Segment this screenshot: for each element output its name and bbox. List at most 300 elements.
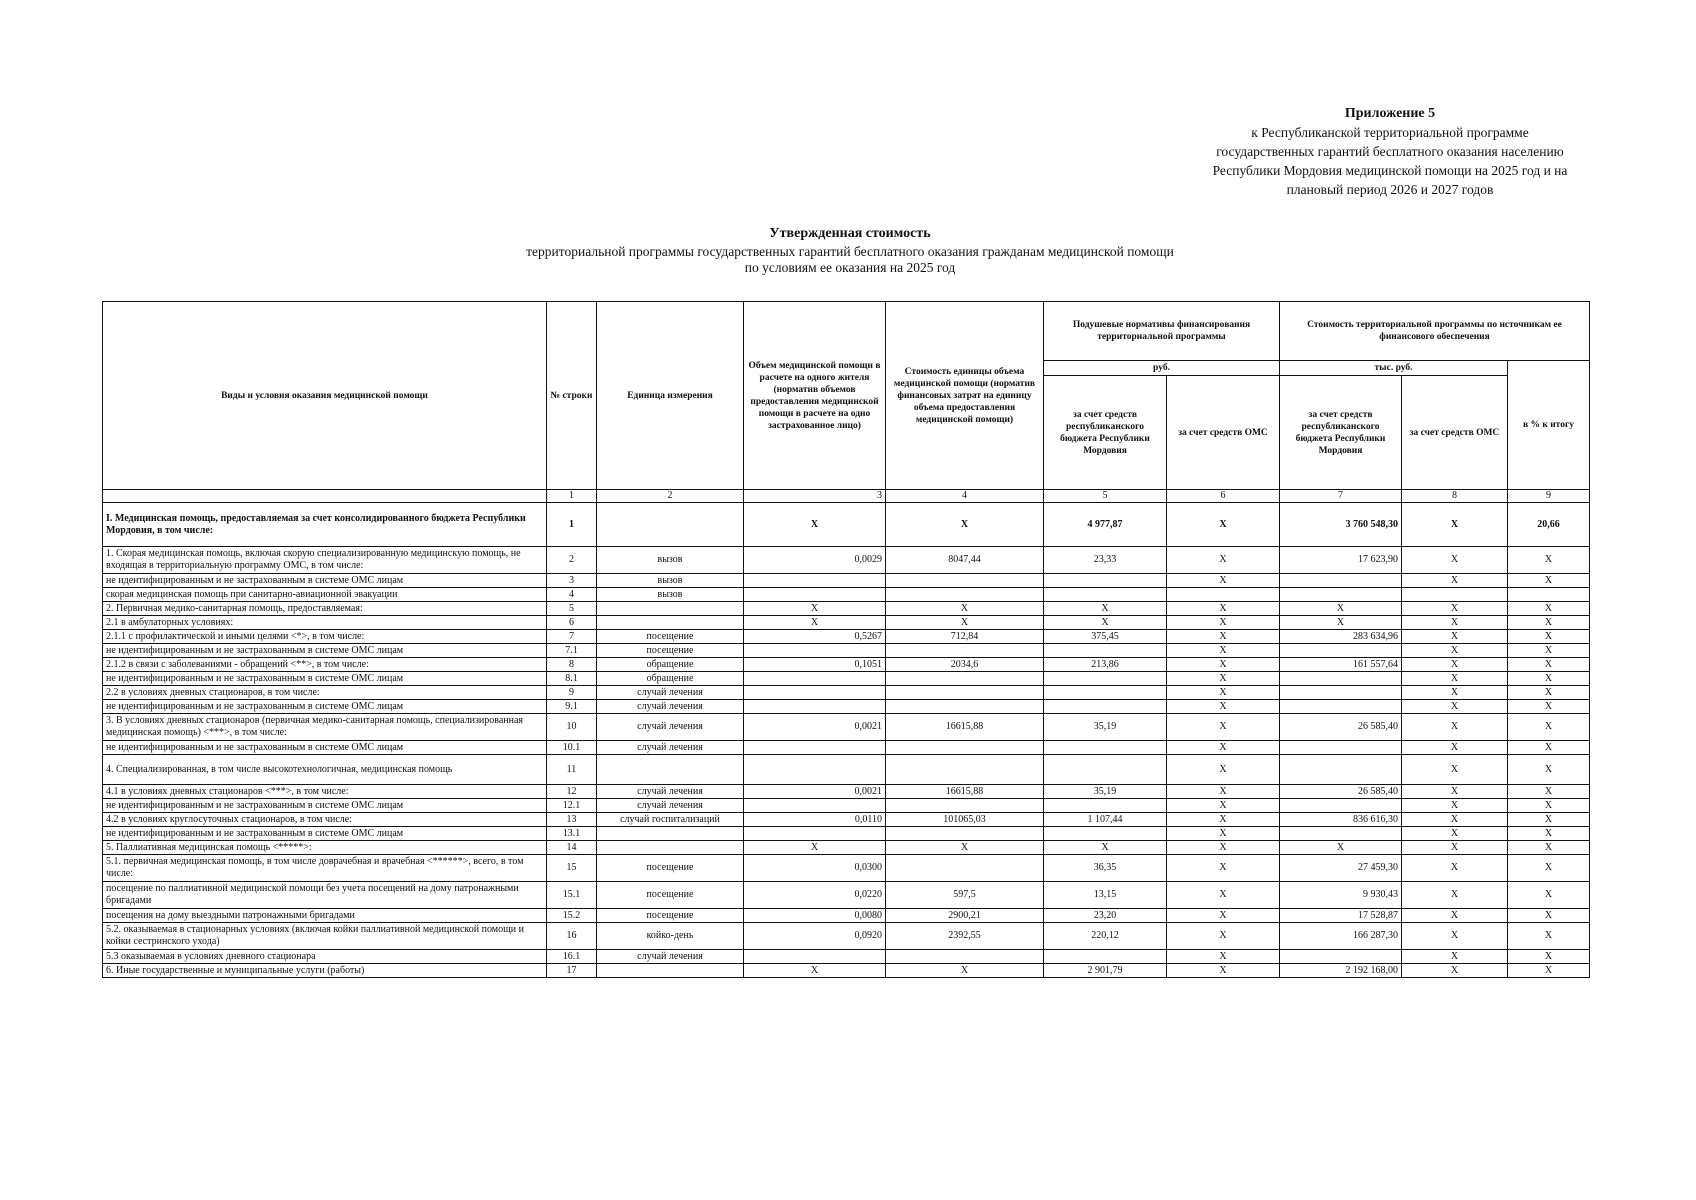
row-cell: X (886, 503, 1044, 547)
row-cell: 9.1 (547, 700, 597, 714)
index-cell: 3 (744, 490, 886, 503)
header-unit: Единица измерения (597, 302, 744, 490)
table-body (103, 490, 1590, 978)
row-cell (1508, 588, 1590, 602)
row-cell: 2 901,79 (1044, 964, 1167, 978)
row-cell: X (1402, 909, 1508, 923)
index-cell: 4 (886, 490, 1044, 503)
table-row (103, 813, 1590, 827)
row-cell: 12 (547, 785, 597, 799)
row-cell: посещение (597, 644, 744, 658)
row-cell: X (1044, 616, 1167, 630)
row-cell: 13 (547, 813, 597, 827)
row-cell: 26 585,40 (1280, 714, 1402, 741)
row-label: не идентифицированным и не застрахованным в системе ОМС лицам (103, 644, 547, 658)
index-cell: 9 (1508, 490, 1590, 503)
row-cell: X (886, 964, 1044, 978)
table-row (103, 741, 1590, 755)
row-cell: 17 528,87 (1280, 909, 1402, 923)
header-oms-rub: за счет средств ОМС (1167, 376, 1280, 490)
row-cell: X (1402, 755, 1508, 785)
appendix-line: Республики Мордовия медицинской помощи на 2025 год и на (1212, 163, 1568, 178)
row-cell: X (744, 964, 886, 978)
row-cell: X (1167, 923, 1280, 950)
row-cell: 2034,6 (886, 658, 1044, 672)
row-label: не идентифицированным и не застрахованным в системе ОМС лицам (103, 574, 547, 588)
row-cell: X (1167, 714, 1280, 741)
table-row (103, 950, 1590, 964)
row-cell (1280, 799, 1402, 813)
row-cell: 4 977,87 (1044, 503, 1167, 547)
row-cell: посещение (597, 909, 744, 923)
row-cell: 101065,03 (886, 813, 1044, 827)
row-cell: X (1508, 855, 1590, 882)
row-cell: X (1402, 700, 1508, 714)
table-row (103, 574, 1590, 588)
table-row (103, 630, 1590, 644)
header-cost-group: Стоимость территориальной программы по источникам ее финансового обеспечения (1280, 302, 1590, 361)
row-cell (744, 574, 886, 588)
row-cell: посещение (597, 630, 744, 644)
row-label: 3. В условиях дневных стационаров (первичная медико-санитарная помощь, специализированная медицинская помощь) <***>, в том числе: (103, 714, 547, 741)
row-label: не идентифицированным и не застрахованным в системе ОМС лицам (103, 741, 547, 755)
row-cell: 23,20 (1044, 909, 1167, 923)
document-title (430, 226, 1270, 276)
row-cell: X (1508, 547, 1590, 574)
row-cell: X (1167, 616, 1280, 630)
row-cell: X (1508, 909, 1590, 923)
row-cell: X (1167, 950, 1280, 964)
row-cell: X (1508, 700, 1590, 714)
row-cell (886, 755, 1044, 785)
header-budget-rub: за счет средств республиканского бюджета Республики Мордовия (1044, 376, 1167, 490)
row-cell: X (1402, 503, 1508, 547)
index-cell: 5 (1044, 490, 1167, 503)
row-cell: 2 (547, 547, 597, 574)
index-cell: 2 (597, 490, 744, 503)
table-row (103, 882, 1590, 909)
row-label: 4.1 в условиях дневных стационаров <***>, в том числе: (103, 785, 547, 799)
row-cell: X (1508, 755, 1590, 785)
row-cell (886, 827, 1044, 841)
row-cell: 0,5267 (744, 630, 886, 644)
row-cell: 10 (547, 714, 597, 741)
row-cell: 13,15 (1044, 882, 1167, 909)
header-unit-rub: руб. (1044, 361, 1280, 376)
row-cell: X (1167, 700, 1280, 714)
row-label: 1. Скорая медицинская помощь, включая скорую специализированную медицинскую помощь, не входящая в территориальную программу ОМС, в том числе: (103, 547, 547, 574)
row-cell: X (1508, 602, 1590, 616)
header-percent: в % к итогу (1508, 361, 1590, 490)
header-row-number: № строки (547, 302, 597, 490)
row-cell (886, 741, 1044, 755)
row-label: посещения на дому выездными патронажными бригадами (103, 909, 547, 923)
row-cell (744, 686, 886, 700)
row-cell: 161 557,64 (1280, 658, 1402, 672)
row-cell (1280, 755, 1402, 785)
row-cell: X (1508, 950, 1590, 964)
row-cell: X (1167, 964, 1280, 978)
row-cell: 8.1 (547, 672, 597, 686)
row-cell: 15.1 (547, 882, 597, 909)
row-cell: 0,0110 (744, 813, 886, 827)
row-cell: X (1167, 503, 1280, 547)
row-cell (1044, 686, 1167, 700)
row-cell: X (1280, 841, 1402, 855)
row-cell: 0,0220 (744, 882, 886, 909)
row-cell: 2392,55 (886, 923, 1044, 950)
row-cell: X (1508, 672, 1590, 686)
row-cell: X (1402, 714, 1508, 741)
row-cell: случай лечения (597, 686, 744, 700)
row-cell: X (1167, 841, 1280, 855)
row-cell: X (1508, 574, 1590, 588)
row-cell: 1 (547, 503, 597, 547)
row-cell: X (744, 602, 886, 616)
row-cell (886, 574, 1044, 588)
row-cell (1402, 588, 1508, 602)
row-label: 2.1.1 с профилактической и иными целями <*>, в том числе: (103, 630, 547, 644)
row-cell: 1 107,44 (1044, 813, 1167, 827)
row-cell: 13.1 (547, 827, 597, 841)
appendix-note (1150, 104, 1630, 199)
row-cell (1044, 741, 1167, 755)
row-cell: X (1402, 616, 1508, 630)
row-cell: 12.1 (547, 799, 597, 813)
row-cell: X (1402, 741, 1508, 755)
table-row (103, 799, 1590, 813)
row-cell: X (1402, 841, 1508, 855)
table-row (103, 855, 1590, 882)
index-cell: 1 (547, 490, 597, 503)
row-cell: X (1402, 799, 1508, 813)
row-cell: случай лечения (597, 741, 744, 755)
row-label: 2.1 в амбулаторных условиях: (103, 616, 547, 630)
row-cell (886, 950, 1044, 964)
table-row (103, 909, 1590, 923)
row-cell (1044, 672, 1167, 686)
row-label: 2. Первичная медико-санитарная помощь, предоставляемая: (103, 602, 547, 616)
row-cell (1280, 686, 1402, 700)
row-label: 2.2 в условиях дневных стационаров, в том числе: (103, 686, 547, 700)
row-cell: X (1167, 855, 1280, 882)
row-cell (597, 964, 744, 978)
row-cell: 16.1 (547, 950, 597, 964)
row-cell: X (1508, 882, 1590, 909)
row-cell: 23,33 (1044, 547, 1167, 574)
row-cell: 597,5 (886, 882, 1044, 909)
row-cell: X (1167, 827, 1280, 841)
row-cell: обращение (597, 672, 744, 686)
row-cell (1280, 672, 1402, 686)
row-label: 5. Паллиативная медицинская помощь <*****>: (103, 841, 547, 855)
row-cell: 3 (547, 574, 597, 588)
row-cell (744, 827, 886, 841)
row-cell: X (1402, 827, 1508, 841)
row-cell (1167, 588, 1280, 602)
header-oms-thousand: за счет средств ОМС (1402, 376, 1508, 490)
row-cell: вызов (597, 588, 744, 602)
row-cell: X (1167, 741, 1280, 755)
row-cell (744, 588, 886, 602)
table-row (103, 588, 1590, 602)
table-row (103, 602, 1590, 616)
row-cell: X (1508, 813, 1590, 827)
row-cell: 27 459,30 (1280, 855, 1402, 882)
row-cell: 2 192 168,00 (1280, 964, 1402, 978)
row-cell: X (1508, 741, 1590, 755)
row-cell: X (1402, 672, 1508, 686)
row-cell: X (886, 602, 1044, 616)
row-cell: X (1167, 658, 1280, 672)
row-cell: 14 (547, 841, 597, 855)
row-cell: 9 (547, 686, 597, 700)
row-cell: 836 616,30 (1280, 813, 1402, 827)
row-cell: 7.1 (547, 644, 597, 658)
row-label: 2.1.2 в связи с заболеваниями - обращений <**>, в том числе: (103, 658, 547, 672)
row-cell: 7 (547, 630, 597, 644)
row-cell: 3 760 548,30 (1280, 503, 1402, 547)
row-cell: 0,1051 (744, 658, 886, 672)
row-cell: X (1508, 827, 1590, 841)
row-cell: X (1280, 602, 1402, 616)
row-cell: X (1508, 630, 1590, 644)
table-row (103, 755, 1590, 785)
row-cell: 220,12 (1044, 923, 1167, 950)
row-label: посещение по паллиативной медицинской помощи без учета посещений на дому патронажными бригадами (103, 882, 547, 909)
table-row (103, 923, 1590, 950)
row-cell: X (1167, 574, 1280, 588)
row-label: 5.2. оказываемая в стационарных условиях (включая койки паллиативной медицинской помощи и койки сестринского ухода) (103, 923, 547, 950)
row-cell: X (1167, 909, 1280, 923)
row-cell (597, 841, 744, 855)
row-cell: X (1402, 686, 1508, 700)
row-cell: X (1402, 574, 1508, 588)
row-cell: X (1167, 686, 1280, 700)
row-cell: 0,0021 (744, 785, 886, 799)
appendix-line: к Республиканской территориальной программе (1251, 125, 1529, 140)
row-cell: 15.2 (547, 909, 597, 923)
appendix-heading: Приложение 5 (1344, 106, 1436, 121)
row-cell (744, 700, 886, 714)
row-label: 5.3 оказываемая в условиях дневного стационара (103, 950, 547, 964)
row-cell: 712,84 (886, 630, 1044, 644)
table-row (103, 841, 1590, 855)
row-cell: случай лечения (597, 714, 744, 741)
row-label: I. Медицинская помощь, предоставляемая за счет консолидированного бюджета Республики Мордовия, в том числе: (103, 503, 547, 547)
row-cell: X (1508, 785, 1590, 799)
row-cell: 2900,21 (886, 909, 1044, 923)
table-row (103, 616, 1590, 630)
header-budget-thousand: за счет средств республиканского бюджета Республики Мордовия (1280, 376, 1402, 490)
row-cell: X (1167, 547, 1280, 574)
row-cell: X (1167, 630, 1280, 644)
row-label: скорая медицинская помощь при санитарно-авиационной эвакуации (103, 588, 547, 602)
row-cell (597, 827, 744, 841)
row-cell (1280, 644, 1402, 658)
row-cell: 0,0920 (744, 923, 886, 950)
row-label: не идентифицированным и не застрахованным в системе ОМС лицам (103, 672, 547, 686)
row-cell (886, 644, 1044, 658)
table-row (103, 686, 1590, 700)
row-cell (1280, 588, 1402, 602)
row-cell (1044, 755, 1167, 785)
row-cell (886, 700, 1044, 714)
row-cell (886, 672, 1044, 686)
header-volume: Объем медицинской помощи в расчете на одного жителя (норматив объемов предоставления медицинской помощи в расчете на одно застрахованное лицо) (744, 302, 886, 490)
row-cell: 17 (547, 964, 597, 978)
row-cell: X (1508, 616, 1590, 630)
row-cell: X (1402, 964, 1508, 978)
row-cell: X (1402, 950, 1508, 964)
row-cell (1044, 950, 1167, 964)
row-cell: 6 (547, 616, 597, 630)
row-cell: X (1402, 882, 1508, 909)
row-cell (744, 672, 886, 686)
row-cell (1280, 827, 1402, 841)
index-cell: 6 (1167, 490, 1280, 503)
row-label: не идентифицированным и не застрахованным в системе ОМС лицам (103, 827, 547, 841)
table-row (103, 547, 1590, 574)
index-row (103, 490, 1590, 503)
row-cell: X (1280, 616, 1402, 630)
row-cell: X (744, 503, 886, 547)
row-cell: 0,0029 (744, 547, 886, 574)
row-cell: 0,0021 (744, 714, 886, 741)
row-cell (1280, 574, 1402, 588)
row-cell (1280, 700, 1402, 714)
row-cell (1044, 644, 1167, 658)
row-cell: X (1508, 658, 1590, 672)
row-cell: X (1402, 813, 1508, 827)
appendix-line: плановый период 2026 и 2027 годов (1286, 182, 1494, 197)
row-cell: 16 (547, 923, 597, 950)
table-row (103, 714, 1590, 741)
row-cell: 35,19 (1044, 714, 1167, 741)
row-cell (1044, 827, 1167, 841)
row-cell (886, 686, 1044, 700)
row-cell: X (1402, 923, 1508, 950)
row-label: не идентифицированным и не застрахованным в системе ОМС лицам (103, 799, 547, 813)
index-cell: 7 (1280, 490, 1402, 503)
row-cell (744, 950, 886, 964)
row-cell (1280, 741, 1402, 755)
row-cell: 8047,44 (886, 547, 1044, 574)
row-cell: обращение (597, 658, 744, 672)
row-cell: 20,66 (1508, 503, 1590, 547)
row-cell (597, 755, 744, 785)
row-cell: вызов (597, 547, 744, 574)
row-cell: 26 585,40 (1280, 785, 1402, 799)
row-cell (1044, 700, 1167, 714)
row-cell: X (1402, 658, 1508, 672)
row-cell: X (886, 841, 1044, 855)
title-line: по условиям ее оказания на 2025 год (744, 260, 956, 275)
row-cell: X (1402, 644, 1508, 658)
row-cell (744, 799, 886, 813)
row-cell (597, 616, 744, 630)
row-cell: X (1167, 882, 1280, 909)
row-label: 5.1. первичная медицинская помощь, в том числе доврачебная и врачебная <******>, всего, в том числе: (103, 855, 547, 882)
header-types: Виды и условия оказания медицинской помощи (103, 302, 547, 490)
row-cell: X (1508, 686, 1590, 700)
appendix-line: государственных гарантий бесплатного оказания населению (1216, 144, 1564, 159)
row-cell: 17 623,90 (1280, 547, 1402, 574)
row-cell (597, 602, 744, 616)
table-row (103, 700, 1590, 714)
row-cell: 213,86 (1044, 658, 1167, 672)
row-label: 4. Специализированная, в том числе высокотехнологичная, медицинская помощь (103, 755, 547, 785)
row-cell: вызов (597, 574, 744, 588)
row-cell: 15 (547, 855, 597, 882)
header-unit-cost: Стоимость единицы объема медицинской помощи (норматив финансовых затрат на единицу объема предоставления медицинской помощи) (886, 302, 1044, 490)
row-cell: 0,0080 (744, 909, 886, 923)
row-cell: X (1508, 799, 1590, 813)
table-row (103, 672, 1590, 686)
row-cell (1280, 950, 1402, 964)
table-row (103, 785, 1590, 799)
table-row (103, 644, 1590, 658)
row-cell (744, 755, 886, 785)
row-cell: случай лечения (597, 785, 744, 799)
row-cell: случай лечения (597, 799, 744, 813)
title-main: Утвержденная стоимость (769, 226, 931, 241)
cost-table (102, 301, 1590, 978)
row-cell: X (1402, 855, 1508, 882)
row-cell: 8 (547, 658, 597, 672)
row-cell (744, 644, 886, 658)
row-cell: X (1044, 602, 1167, 616)
row-cell: 4 (547, 588, 597, 602)
row-cell: X (1402, 547, 1508, 574)
row-cell: X (1167, 785, 1280, 799)
row-cell: 35,19 (1044, 785, 1167, 799)
row-cell (1044, 799, 1167, 813)
row-cell (744, 741, 886, 755)
row-cell: X (1402, 785, 1508, 799)
row-cell: X (1044, 841, 1167, 855)
row-cell: X (744, 616, 886, 630)
row-cell: X (1402, 602, 1508, 616)
row-cell: посещение (597, 855, 744, 882)
row-cell: 9 930,43 (1280, 882, 1402, 909)
row-cell (886, 588, 1044, 602)
table-row (103, 658, 1590, 672)
row-cell: X (1167, 799, 1280, 813)
row-label: 4.2 в условиях круглосуточных стационаров, в том числе: (103, 813, 547, 827)
row-cell: случай лечения (597, 950, 744, 964)
row-cell: X (1167, 813, 1280, 827)
row-cell: X (886, 616, 1044, 630)
index-cell: 8 (1402, 490, 1508, 503)
row-cell (886, 855, 1044, 882)
row-cell: 5 (547, 602, 597, 616)
index-cell (103, 490, 547, 503)
row-cell: X (1167, 602, 1280, 616)
table-row (103, 827, 1590, 841)
table-row (103, 503, 1590, 547)
row-cell (1044, 588, 1167, 602)
row-label: 6. Иные государственные и муниципальные услуги (работы) (103, 964, 547, 978)
row-cell: X (1508, 964, 1590, 978)
row-cell: X (1167, 672, 1280, 686)
row-cell (886, 799, 1044, 813)
row-label: не идентифицированным и не застрахованным в системе ОМС лицам (103, 700, 547, 714)
table-row (103, 964, 1590, 978)
row-cell: X (1508, 644, 1590, 658)
row-cell (1044, 574, 1167, 588)
row-cell: X (1402, 630, 1508, 644)
